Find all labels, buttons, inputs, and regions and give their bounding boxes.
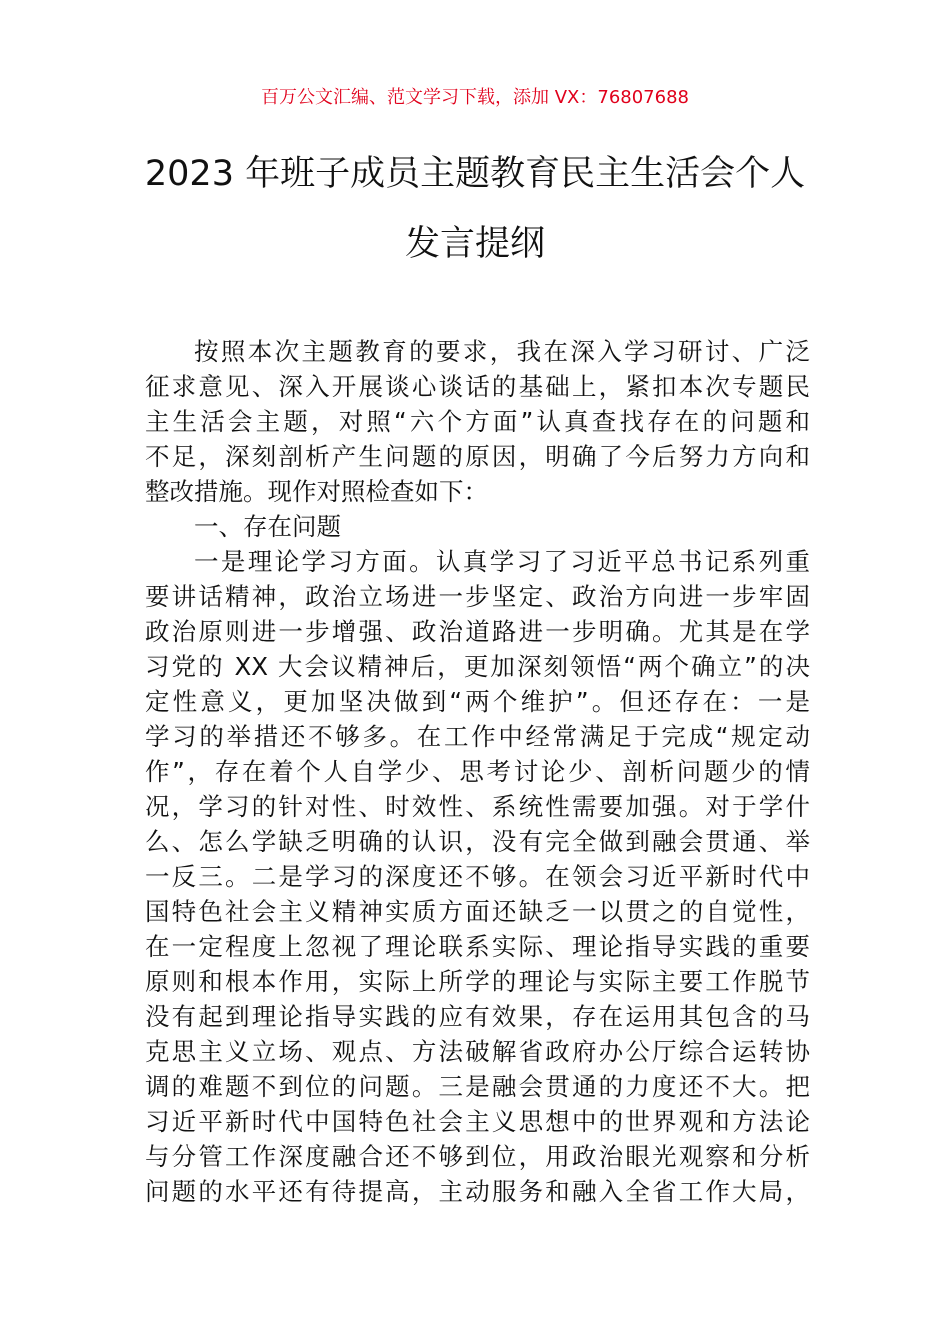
header-note: 百万公文汇编、范文学习下载，添加 VX：76807688: [261, 87, 689, 108]
body-line: 调的难题不到位的问题。三是融会贯通的力度还不大。把: [145, 1072, 810, 1101]
document-body: [145, 334, 810, 1209]
body-line: 况，学习的针对性、时效性、系统性需要加强。对于学什: [145, 792, 810, 821]
body-line: 在一定程度上忽视了理论联系实际、理论指导实践的重要: [145, 932, 810, 961]
body-line: 原则和根本作用，实际上所学的理论与实际主要工作脱节: [145, 967, 810, 996]
body-line: 与分管工作深度融合还不够到位，用政治眼光观察和分析: [145, 1142, 810, 1171]
body-line: 习近平新时代中国特色社会主义思想中的世界观和方法论: [145, 1107, 810, 1136]
body-line: 没有起到理论指导实践的应有效果，存在运用其包含的马: [145, 1002, 810, 1031]
document-title-line-2: 发言提纲: [404, 224, 545, 264]
body-line: 不足，深刻剖析产生问题的原因，明确了今后努力方向和: [145, 442, 810, 471]
document-title-line-1: 2023 年班子成员主题教育民主生活会个人: [144, 154, 806, 194]
body-line: 习党的 XX 大会议精神后，更加深刻领悟“两个确立”的决: [145, 652, 810, 681]
body-line: 政治原则进一步增强、政治道路进一步明确。尤其是在学: [145, 617, 810, 646]
body-line: 国特色社会主义精神实质方面还缺乏一以贯之的自觉性，: [145, 897, 810, 926]
body-line: 主生活会主题，对照“六个方面”认真查找存在的问题和: [145, 407, 810, 436]
body-line: 要讲话精神，政治立场进一步坚定、政治方向进一步牢固: [145, 582, 810, 611]
body-line: 一是理论学习方面。认真学习了习近平总书记系列重: [194, 547, 810, 576]
body-line: 按照本次主题教育的要求，我在深入学习研讨、广泛: [194, 337, 810, 366]
body-line: 征求意见、深入开展谈心谈话的基础上，紧扣本次专题民: [145, 372, 810, 401]
body-line: 一反三。二是学习的深度还不够。在领会习近平新时代中: [145, 862, 810, 891]
body-line: 克思主义立场、观点、方法破解省政府办公厅综合运转协: [145, 1037, 810, 1066]
body-line: 整改措施。现作对照检查如下：: [145, 477, 488, 506]
body-line: 么、怎么学缺乏明确的认识，没有完全做到融会贯通、举: [145, 827, 810, 856]
body-line: 学习的举措还不够多。在工作中经常满足于完成“规定动: [145, 722, 810, 751]
section-heading: 一、存在问题: [194, 512, 341, 541]
body-line: 作”，存在着个人自学少、思考讨论少、剖析问题少的情: [145, 757, 810, 786]
body-line: 问题的水平还有待提高，主动服务和融入全省工作大局，: [145, 1177, 810, 1206]
body-line: 定性意义，更加坚决做到“两个维护”。但还存在：一是: [145, 687, 810, 716]
